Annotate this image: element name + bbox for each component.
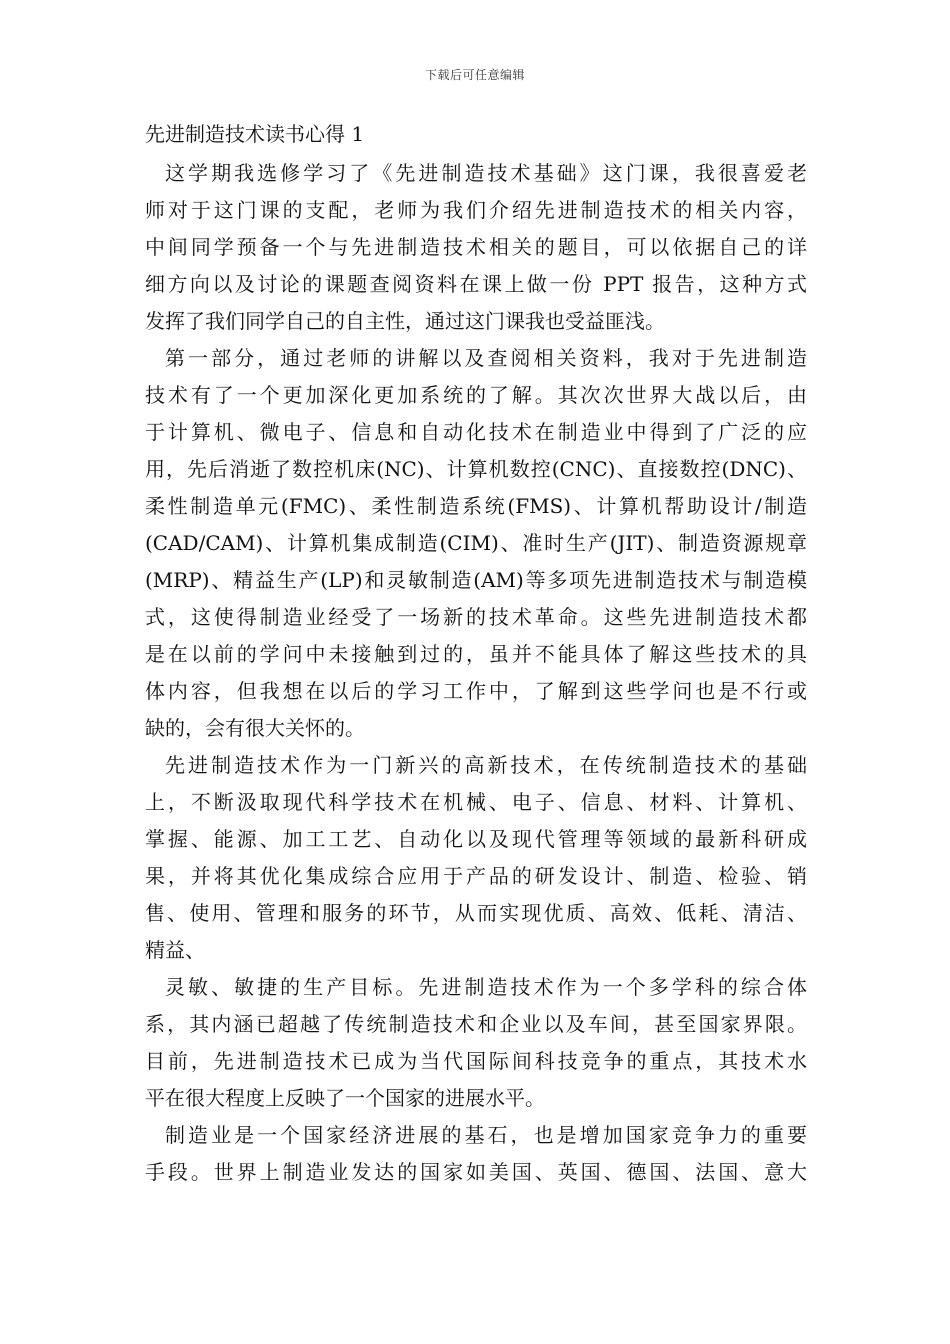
text-line: (CAD/CAM)、计算机集成制造(CIM)、准时生产(JIT)、制造资源规章 bbox=[145, 531, 807, 555]
document-title: 先进制造技术读书心得 1 bbox=[145, 122, 365, 146]
paragraph-3 bbox=[145, 747, 807, 969]
text-line: 目前，先进制造技术已成为当代国际间科技竞争的重点，其技术水 bbox=[145, 1049, 807, 1073]
text-line: 精益、 bbox=[145, 938, 205, 962]
text-line: 用，先后消逝了数控机床(NC)、计算机数控(CNC)、直接数控(DNC)、 bbox=[145, 457, 807, 481]
page-header: 下载后可任意编辑 bbox=[424, 68, 525, 82]
text-line: 中间同学预备一个与先进制造技术相关的题目，可以依据自己的详 bbox=[145, 235, 807, 259]
text-line: 发挥了我们同学自己的自主性，通过这门课我也受益匪浅。 bbox=[145, 309, 665, 333]
text-line: 手段。世界上制造业发达的国家如美国、英国、德国、法国、意大 bbox=[145, 1160, 807, 1184]
text-line: 于计算机、微电子、信息和自动化技术在制造业中得到了广泛的应 bbox=[145, 420, 807, 444]
text-line: 柔性制造单元(FMC)、柔性制造系统(FMS)、计算机帮助设计/制造 bbox=[145, 494, 807, 518]
text-line: 系，其内涵已超越了传统制造技术和企业以及车间，甚至国家界限。 bbox=[145, 1012, 807, 1036]
paragraph-4 bbox=[145, 969, 807, 1117]
text-line: 这学期我选修学习了《先进制造技术基础》这门课，我很喜爱老 bbox=[165, 161, 807, 185]
text-line: 制造业是一个国家经济进展的基石，也是增加国家竞争力的重要 bbox=[165, 1123, 807, 1147]
text-line: 果，并将其优化集成综合应用于产品的研发设计、制造、检验、销 bbox=[145, 864, 807, 888]
paragraph-2 bbox=[145, 340, 807, 747]
text-line: 体内容，但我想在以后的学习工作中，了解到这些学问也是不行或 bbox=[145, 679, 807, 703]
text-line: 先进制造技术作为一门新兴的高新技术，在传统制造技术的基础 bbox=[165, 753, 807, 777]
text-line: 细方向以及讨论的课题查阅资料在课上做一份 PPT 报告，这种方式 bbox=[145, 272, 807, 296]
text-line: 式，这使得制造业经受了一场新的技术革命。这些先进制造技术都 bbox=[145, 605, 807, 629]
text-line: 是在以前的学问中未接触到过的，虽并不能具体了解这些技术的具 bbox=[145, 642, 807, 666]
text-line: (MRP)、精益生产(LP)和灵敏制造(AM)等多项先进制造技术与制造模 bbox=[145, 568, 807, 592]
text-line: 第一部分，通过老师的讲解以及查阅相关资料，我对于先进制造 bbox=[165, 346, 807, 370]
document-body bbox=[145, 121, 807, 1191]
text-line: 师对于这门课的支配，老师为我们介绍先进制造技术的相关内容， bbox=[145, 198, 807, 222]
text-line: 掌握、能源、加工工艺、自动化以及现代管理等领域的最新科研成 bbox=[145, 827, 807, 851]
text-line: 平在很大程度上反映了一个国家的进展水平。 bbox=[145, 1086, 545, 1110]
text-line: 售、使用、管理和服务的环节，从而实现优质、高效、低耗、清洁、 bbox=[145, 901, 807, 925]
text-line: 技术有了一个更加深化更加系统的了解。其次次世界大战以后，由 bbox=[145, 383, 807, 407]
paragraph-1 bbox=[145, 155, 807, 340]
text-line: 灵敏、敏捷的生产目标。先进制造技术作为一个多学科的综合体 bbox=[165, 975, 807, 999]
text-line: 缺的，会有很大关怀的。 bbox=[145, 716, 365, 740]
paragraph-5 bbox=[145, 1117, 807, 1191]
text-line: 上，不断汲取现代科学技术在机械、电子、信息、材料、计算机、 bbox=[145, 790, 807, 814]
